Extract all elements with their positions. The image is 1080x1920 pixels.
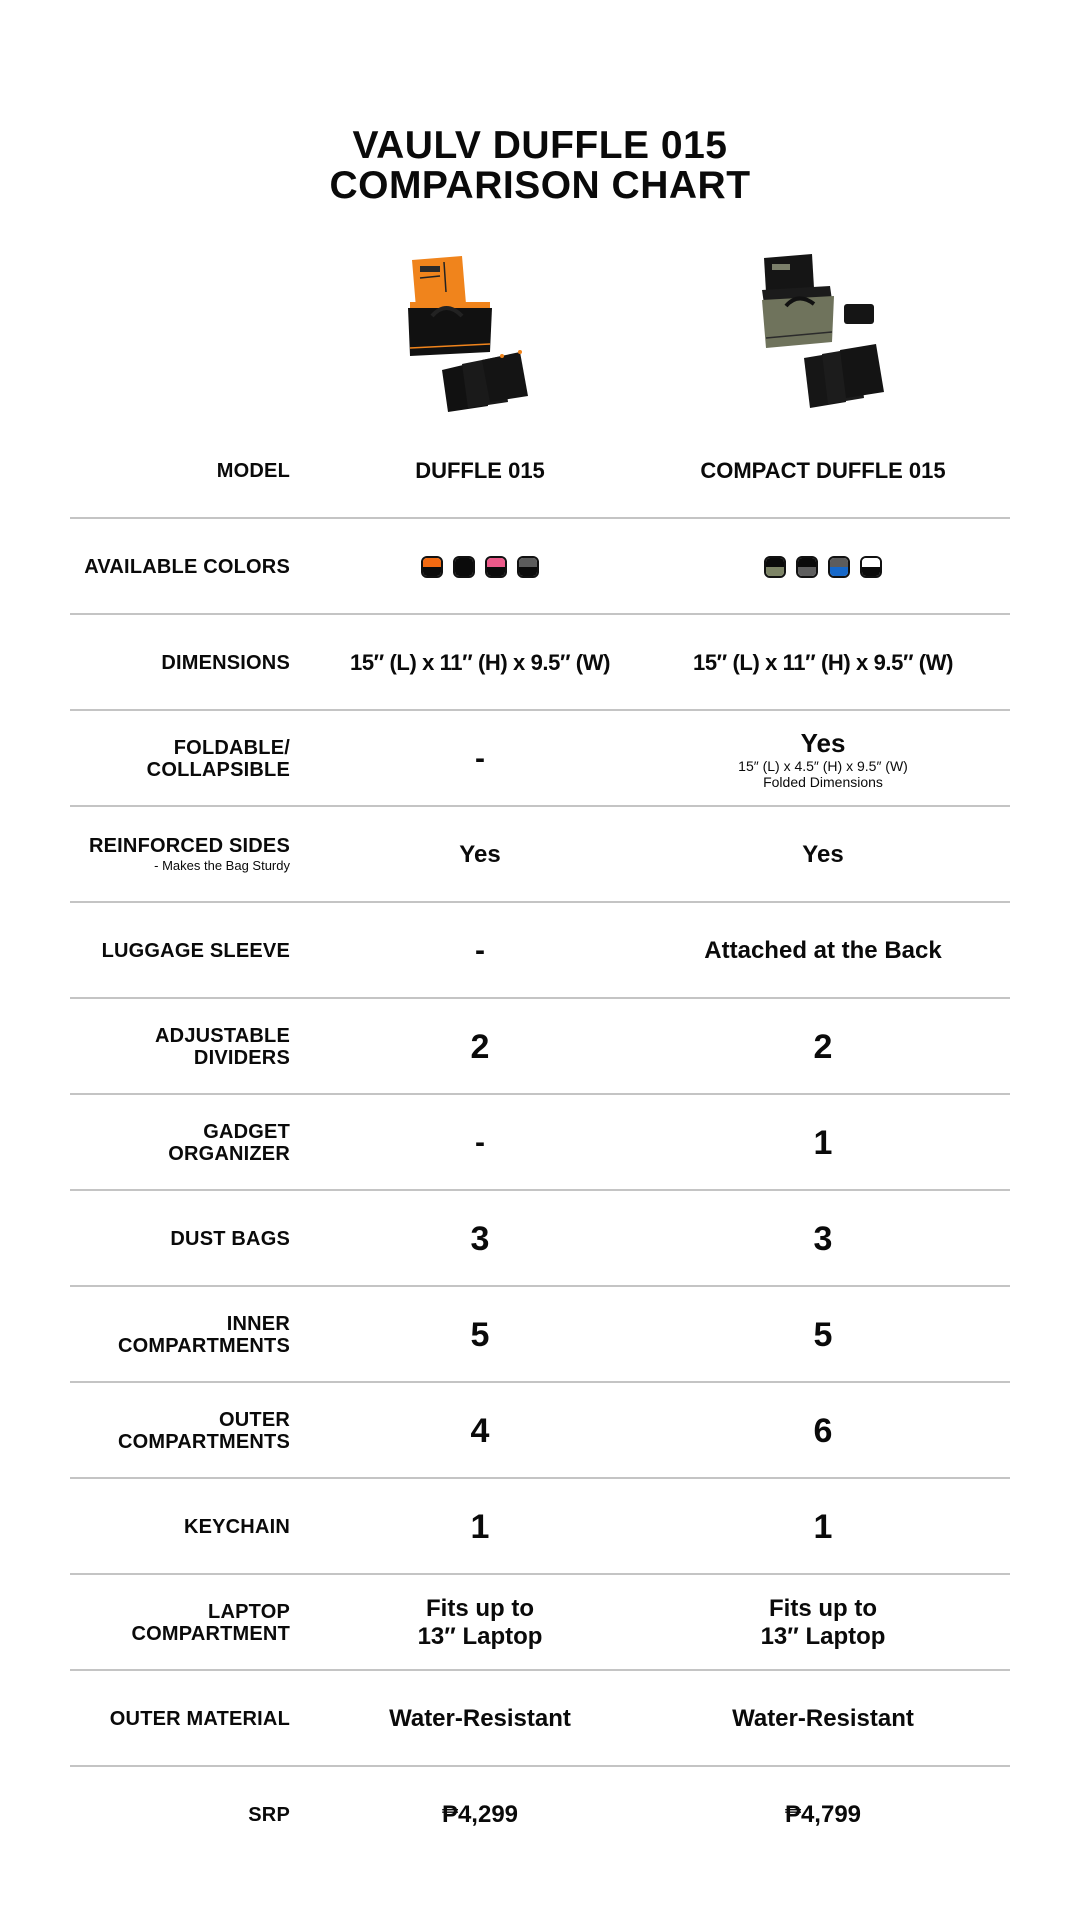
cell-text: 2 [470, 1027, 490, 1066]
cell-text: COMPACT DUFFLE 015 [700, 458, 946, 483]
title-line-2: COMPARISON CHART [329, 164, 751, 207]
cell-text: ₱4,799 [784, 1801, 862, 1828]
luggage-compact-duffle-015 [642, 903, 1004, 999]
color-swatch-grey-black[interactable] [517, 556, 539, 578]
label-text: AVAILABLE COLORS [84, 556, 290, 578]
cell-text: 3 [813, 1219, 833, 1258]
bag-icon [390, 252, 560, 412]
label-text: KEYCHAIN [183, 1516, 290, 1538]
color-swatch-grey-blue[interactable] [828, 556, 850, 578]
reinforced-duffle-015 [332, 807, 628, 903]
label-text: ORGANIZER [168, 1143, 290, 1165]
row-label [70, 1575, 290, 1671]
material-duffle-015 [332, 1671, 628, 1767]
cell-text: Attached at the Back [704, 937, 942, 964]
laptop-compact-duffle-015 [642, 1575, 1004, 1671]
label-text: MODEL [216, 460, 290, 482]
label-text: DIVIDERS [193, 1047, 290, 1069]
cell-text: 13″ Laptop [417, 1623, 543, 1650]
cell-text: 13″ Laptop [760, 1623, 886, 1650]
row-available-colors [70, 517, 1010, 615]
color-swatch-orange-black[interactable] [421, 556, 443, 578]
label-text: REINFORCED SIDES [88, 835, 290, 857]
color-swatch-white-black[interactable] [860, 556, 882, 578]
laptop-duffle-015 [332, 1575, 628, 1671]
cell-text: Fits up to [769, 1595, 877, 1622]
label-text: INNER [226, 1313, 290, 1335]
cell-text: 6 [813, 1411, 833, 1450]
model-duffle-015 [332, 423, 628, 519]
row-outer-material [70, 1669, 1010, 1767]
keychain-duffle-015 [332, 1479, 628, 1575]
label-text: ADJUSTABLE [155, 1025, 290, 1047]
row-outer-compartments [70, 1381, 1010, 1479]
row-sublabel: - Makes the Bag Sturdy [154, 858, 290, 873]
cell-text: ₱4,299 [441, 1801, 519, 1828]
cell-text: 5 [813, 1315, 833, 1354]
cell-text: Water-Resistant [732, 1705, 914, 1732]
foldable-compact-duffle-015 [642, 711, 1004, 807]
cell-text: Water-Resistant [389, 1705, 571, 1732]
dimensions-compact-duffle-015 [642, 615, 1004, 711]
row-foldable [70, 709, 1010, 807]
title-line-1: VAULV DUFFLE 015 [352, 124, 728, 167]
row-label [70, 615, 290, 711]
outer-compact-duffle-015 [642, 1383, 1004, 1479]
keychain-compact-duffle-015 [642, 1479, 1004, 1575]
label-text: COMPARTMENT [131, 1623, 290, 1645]
gadget-compact-duffle-015 [642, 1095, 1004, 1191]
row-label [70, 1767, 290, 1863]
dividers-duffle-015 [332, 999, 628, 1095]
color-swatch-black-olive[interactable] [764, 556, 786, 578]
swatch-group [764, 556, 882, 578]
bag-icon [752, 252, 922, 412]
cell-text: DUFFLE 015 [415, 458, 545, 483]
row-luggage-sleeve [70, 901, 1010, 999]
row-label [70, 519, 290, 615]
row-label [70, 807, 290, 903]
label-text: COMPARTMENTS [117, 1431, 290, 1453]
row-label [70, 711, 290, 807]
label-text: LUGGAGE SLEEVE [101, 940, 290, 962]
label-text: LAPTOP [208, 1601, 290, 1623]
folded-dimensions-caption: Folded Dimensions [763, 774, 883, 790]
cell-text: 15″ (L) x 11″ (H) x 9.5″ (W) [349, 650, 611, 675]
label-text: DUST BAGS [170, 1228, 290, 1250]
cell-text: Yes [459, 841, 501, 868]
model-compact-duffle-015 [642, 423, 1004, 519]
foldable-duffle-015 [332, 711, 628, 807]
row-label [70, 1479, 290, 1575]
color-swatch-black[interactable] [453, 556, 475, 578]
cell-text: 4 [470, 1411, 490, 1450]
row-label [70, 423, 290, 519]
row-reinforced-sides [70, 805, 1010, 903]
inner-duffle-015 [332, 1287, 628, 1383]
row-label [70, 1287, 290, 1383]
row-laptop-compartment [70, 1573, 1010, 1671]
cell-text: Yes [802, 841, 844, 868]
cell-text: 1 [813, 1123, 833, 1162]
row-label [70, 1383, 290, 1479]
label-text: FOLDABLE/ [173, 737, 290, 759]
row-label [70, 1671, 290, 1767]
label-text: COLLAPSIBLE [146, 759, 290, 781]
row-inner-compartments [70, 1285, 1010, 1383]
label-text: SRP [248, 1804, 290, 1826]
cell-text: 5 [470, 1315, 490, 1354]
label-text: DIMENSIONS [161, 652, 290, 674]
cell-text: 1 [813, 1507, 833, 1546]
price-duffle-015 [332, 1767, 628, 1863]
row-label [70, 1095, 290, 1191]
gadget-duffle-015 [332, 1095, 628, 1191]
price-compact-duffle-015 [642, 1767, 1004, 1863]
cell-text: Fits up to [426, 1595, 534, 1622]
reinforced-compact-duffle-015 [642, 807, 1004, 903]
cell-text: - [475, 1126, 485, 1159]
cell-text: - [475, 742, 485, 775]
luggage-duffle-015 [332, 903, 628, 999]
row-srp [70, 1765, 1010, 1863]
color-swatch-black-grey[interactable] [796, 556, 818, 578]
row-dimensions [70, 613, 1010, 711]
cell-text: 2 [813, 1027, 833, 1066]
dividers-compact-duffle-015 [642, 999, 1004, 1095]
cell-text: 1 [470, 1507, 490, 1546]
outer-duffle-015 [332, 1383, 628, 1479]
colors-compact-duffle-015 [642, 519, 1004, 615]
row-gadget-organizer [70, 1093, 1010, 1191]
cell-text: 3 [470, 1219, 490, 1258]
inner-compact-duffle-015 [642, 1287, 1004, 1383]
row-label [70, 903, 290, 999]
row-keychain [70, 1477, 1010, 1575]
page-title [0, 126, 1080, 206]
row-label [70, 1191, 290, 1287]
foldable-value: Yes [800, 728, 846, 758]
row-label [70, 999, 290, 1095]
colors-duffle-015 [332, 519, 628, 615]
label-text: OUTER MATERIAL [109, 1708, 290, 1730]
dust-compact-duffle-015 [642, 1191, 1004, 1287]
product-image-compact-duffle-015 [752, 252, 922, 412]
material-compact-duffle-015 [642, 1671, 1004, 1767]
folded-dimensions: 15″ (L) x 4.5″ (H) x 9.5″ (W) [738, 758, 908, 774]
swatch-group [421, 556, 539, 578]
label-text: OUTER [219, 1409, 290, 1431]
color-swatch-pink-black[interactable] [485, 556, 507, 578]
dust-duffle-015 [332, 1191, 628, 1287]
row-model [70, 423, 1010, 519]
label-text: COMPARTMENTS [117, 1335, 290, 1357]
dimensions-duffle-015 [332, 615, 628, 711]
product-image-duffle-015 [390, 252, 560, 412]
cell-text: - [475, 934, 485, 967]
row-dust-bags [70, 1189, 1010, 1287]
label-text: GADGET [203, 1121, 290, 1143]
cell-text: 15″ (L) x 11″ (H) x 9.5″ (W) [692, 650, 954, 675]
row-adjustable-dividers [70, 997, 1010, 1095]
